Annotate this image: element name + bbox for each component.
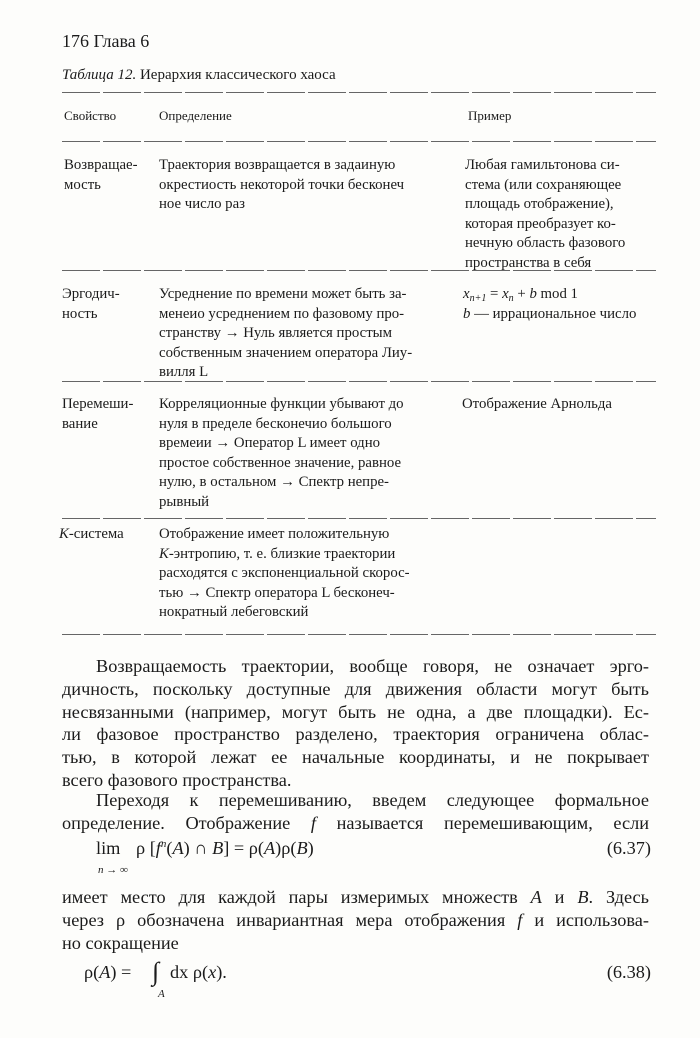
definition-text: -энтропию, т. е. близкие траектории <box>168 545 396 562</box>
math-subscript: n+1 <box>469 293 487 304</box>
math-variable: x <box>502 286 509 302</box>
example-line: стема (или сохраняющее <box>465 176 622 193</box>
math-variable: x <box>208 962 217 982</box>
math-variable: b <box>529 286 537 302</box>
definition-line: Корреляционные функции убывают до <box>159 396 404 412</box>
math-variable: A <box>530 887 542 907</box>
math-variable: A <box>172 838 184 858</box>
table-rule <box>62 141 656 142</box>
definition-line: собственным значением оператора Лиу- <box>159 344 413 361</box>
paragraph-line: Переходя к перемешиванию, введем следующее формальное <box>96 790 649 810</box>
definition-line: простое собственное значение, равное <box>159 454 402 471</box>
limit-operator: lim <box>96 838 121 858</box>
math-operator: = <box>490 286 499 302</box>
property-line <box>59 525 124 545</box>
paragraph-line <box>62 812 649 835</box>
text-run: . Здесь <box>588 887 649 907</box>
math-variable: B <box>212 838 224 858</box>
text-run: )ρ( <box>275 838 297 858</box>
example-line: нечную область фазового <box>465 235 626 251</box>
definition-line: Усреднение по времени может быть за- <box>159 286 407 302</box>
property-line: мость <box>64 176 101 193</box>
example-formula <box>463 285 636 305</box>
definition-cell <box>159 156 404 215</box>
table-caption <box>62 65 336 85</box>
integral-sign: ∫ <box>152 957 160 986</box>
math-variable: B <box>577 887 589 907</box>
definition-line: Траектория возвращается в задаиную <box>159 157 396 173</box>
definition-line: нократный лебеговский <box>159 604 309 620</box>
text-run: ] = ρ( <box>223 838 264 858</box>
text-run: определение. Отображение <box>62 812 311 833</box>
definition-line: времеии → Оператор L имеет одно <box>159 435 381 451</box>
math-operator: + <box>517 286 526 302</box>
column-header-property: Свойство <box>64 108 117 123</box>
paragraph-line <box>62 909 649 932</box>
property-line: Возвращае- <box>64 157 138 173</box>
table-rule <box>62 270 656 271</box>
text-run: ( <box>166 838 173 858</box>
example-cell <box>463 285 636 324</box>
paragraph-line: ли фазовое пространство разделено, траектория ограничена облас- <box>62 724 649 745</box>
definition-line: нуля в пределе бесконечио большого <box>159 415 392 432</box>
paragraph-line: Возвращаемость траектории, вообще говоря, не означает эрго- <box>96 656 649 676</box>
math-subscript: n <box>508 293 514 304</box>
definition-line: нулю, в остальном → Спектр непре- <box>159 474 389 490</box>
example-line: площадь отображение), <box>465 196 614 212</box>
math-variable: A <box>264 838 276 858</box>
paragraph <box>62 886 649 954</box>
definition-line <box>159 545 410 565</box>
paragraph-line: несвязанными (например, могут быть не одна, а две площадки). Ес- <box>62 701 649 722</box>
caption-label: Таблица 12. <box>62 67 137 83</box>
equation-lhs <box>84 960 131 984</box>
paragraph-line: всего фазового пространства. <box>62 769 292 790</box>
property-text: -система <box>68 526 124 542</box>
text-run: dx ρ( <box>170 962 209 982</box>
equation-number: (6.37) <box>606 838 651 858</box>
text-run: ). <box>216 962 227 982</box>
paragraph-line: тью, в которой лежат ее начальные координаты, и не покрывает <box>62 747 649 768</box>
definition-line: вилля L <box>159 364 209 380</box>
property-line: ность <box>62 305 98 322</box>
math-variable: f <box>310 812 316 833</box>
definition-line: странству → Нуль является простым <box>159 325 392 341</box>
text-run: ) <box>307 838 314 858</box>
example-line: пространства в себя <box>465 254 592 271</box>
text-run: обозначена инвариантная мера отображения <box>125 909 518 930</box>
math-operator: mod 1 <box>540 286 578 302</box>
limit-subscript: n → ∞ <box>98 864 128 876</box>
equation-6-38 <box>84 957 651 1004</box>
text-run: ρ( <box>84 962 100 982</box>
example-cell <box>462 395 612 415</box>
math-variable: f <box>517 909 523 930</box>
property-cell <box>64 156 138 195</box>
text-run: имеет место для каждой пары измеримых множеств <box>62 887 531 907</box>
math-variable: b <box>463 305 471 322</box>
running-header <box>62 30 149 52</box>
paragraph <box>62 789 649 835</box>
definition-line: расходятся с экспоненциальной скорос- <box>159 565 410 581</box>
property-line: Эргодич- <box>62 286 120 302</box>
column-header-definition: Определение <box>159 108 232 123</box>
property-cell <box>62 285 120 324</box>
math-superscript: n <box>160 838 167 850</box>
example-cell <box>465 156 625 273</box>
column-header-example: Пример <box>468 108 512 123</box>
property-line: вание <box>62 415 98 432</box>
page-number: 176 <box>62 31 89 51</box>
table-rule <box>62 634 656 635</box>
math-variable: B <box>296 838 308 858</box>
integral-subscript: A <box>158 988 165 1000</box>
paragraph <box>62 655 649 792</box>
definition-line: окрестиость некоторой точки бесконеч <box>159 176 405 193</box>
text-run: называется перемешивающим, если <box>315 812 649 833</box>
table-rule <box>62 518 656 519</box>
text-run: и <box>541 887 578 907</box>
math-variable: f <box>155 838 161 858</box>
text-run: ρ [ <box>136 838 156 858</box>
property-cell <box>59 525 124 545</box>
text-run: ) ∩ <box>183 838 213 858</box>
caption-title: Иерархия классического хаоса <box>139 67 336 83</box>
text-run: ) = <box>110 962 132 982</box>
math-variable: K <box>159 545 169 562</box>
definition-line: ное число раз <box>159 196 245 212</box>
definition-cell <box>159 285 412 383</box>
equation-expression <box>136 836 314 860</box>
integrand <box>170 960 227 984</box>
definition-line: рывный <box>159 493 210 510</box>
table-rule <box>62 92 656 93</box>
text-run: и использова- <box>522 909 650 930</box>
equation-number: (6.38) <box>606 962 651 982</box>
definition-cell <box>159 395 404 512</box>
example-line: Отображение Арнольда <box>462 396 612 412</box>
text-run: через <box>62 909 117 930</box>
example-line: Любая гамильтонова си- <box>465 157 620 173</box>
example-text: — иррациональное число <box>474 305 637 322</box>
table-rule <box>62 381 656 382</box>
definition-line: тью → Спектр оператора L бесконеч- <box>159 584 395 601</box>
math-variable: A <box>99 962 111 982</box>
math-variable: x <box>463 286 470 302</box>
chapter-title: Глава 6 <box>93 31 150 51</box>
equation-6-37 <box>96 836 651 880</box>
definition-line: Отображение имеет положительную <box>159 526 390 542</box>
example-line: которая преобразует ко- <box>465 215 616 232</box>
paragraph-line: но сокращение <box>62 932 179 953</box>
definition-line: менеио усреднением по фазовому про- <box>159 305 405 322</box>
definition-cell <box>159 525 410 623</box>
property-line: Перемеши- <box>62 396 134 412</box>
paragraph-line: дичность, поскольку доступные для движения области могут быть <box>62 678 649 699</box>
example-line <box>463 305 636 325</box>
math-variable: K <box>59 526 69 542</box>
property-cell <box>62 395 133 434</box>
paragraph-line <box>62 886 649 909</box>
math-variable: ρ <box>116 909 126 930</box>
